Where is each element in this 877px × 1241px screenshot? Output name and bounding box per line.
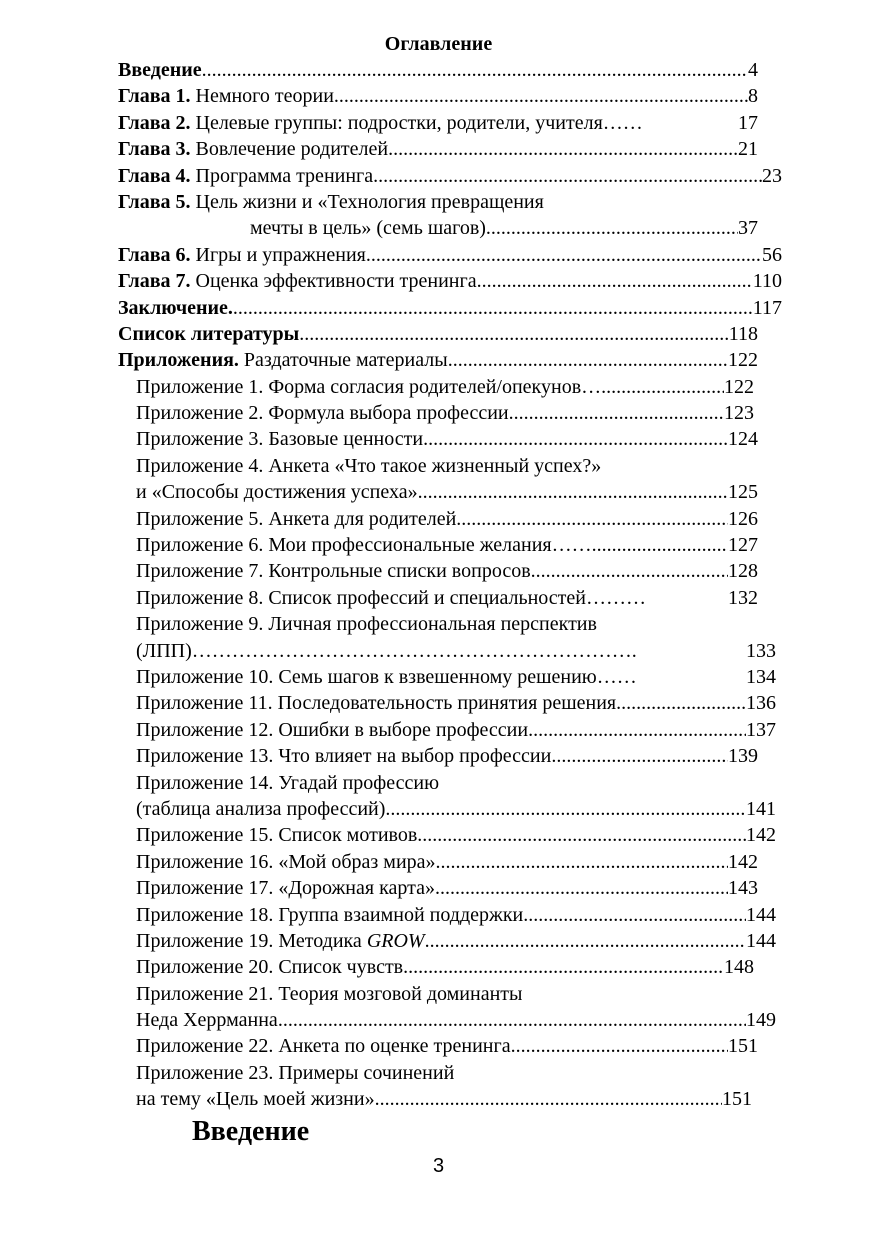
toc-page-number: 148	[724, 956, 754, 979]
toc-page-number: 117	[752, 296, 782, 319]
toc-entry	[118, 57, 758, 83]
leader-dots	[403, 954, 724, 980]
leader-dots	[456, 506, 728, 532]
toc-entry	[118, 242, 782, 268]
toc-page-number: 149	[746, 1009, 776, 1032]
toc-entry	[118, 928, 776, 954]
toc-entry	[118, 110, 758, 136]
leader-dots	[417, 822, 746, 848]
toc-entry-text: Приложение 22. Анкета по оценке тренинга	[136, 1035, 511, 1058]
leader-dots	[436, 849, 728, 875]
toc-page-number: 136	[746, 692, 776, 715]
toc-entry-text: Приложение 5. Анкета для родителей	[136, 507, 457, 530]
toc-entry	[118, 743, 758, 769]
toc-entry-label: Заключение.	[118, 296, 233, 319]
leader-dots	[592, 532, 728, 558]
toc-entry	[118, 506, 758, 532]
toc-entry-text: Приложение 4. Анкета «Что такое жизненный успех?»	[136, 454, 602, 477]
toc-entry	[118, 954, 754, 980]
leader-dots	[435, 875, 728, 901]
toc-page-number: 127	[728, 534, 758, 557]
toc-entry-label: Глава 5.	[118, 190, 191, 213]
toc-entry-label: Приложения.	[118, 349, 239, 372]
toc-entry	[118, 295, 782, 321]
page-number: 3	[432, 1155, 445, 1177]
toc-entry	[118, 690, 776, 716]
toc-entry	[118, 796, 776, 822]
toc-entry-text: Приложение 3. Базовые ценности	[136, 428, 424, 451]
toc-page-number: 21	[738, 138, 758, 161]
toc-entry-text: Приложение 14. Угадай профессию	[136, 771, 440, 794]
toc-entry	[118, 558, 758, 584]
toc-page-number: 141	[746, 797, 776, 820]
toc-page-number: 133	[746, 639, 776, 662]
leader-dots	[477, 268, 753, 294]
toc-entry-text: Немного теории	[190, 85, 334, 108]
leader-dots	[299, 321, 728, 347]
toc-entry-text: Приложение 6. Мои профессиональные желания……	[136, 534, 592, 557]
toc-entry-text: Приложение 13. Что влияет на выбор профессии	[136, 745, 552, 768]
toc-entry	[118, 189, 758, 215]
toc-entry-label: Список литературы	[118, 322, 300, 345]
toc-page-number: 151	[728, 1035, 758, 1058]
toc-entry-text: и «Способы достижения успеха»	[136, 481, 418, 504]
toc-entry	[118, 611, 754, 637]
leader-dots	[551, 743, 728, 769]
leader-dots	[366, 242, 762, 268]
leader-dots	[278, 1007, 746, 1033]
toc-entry	[118, 770, 754, 796]
toc-page-number: 122	[724, 375, 754, 398]
toc-entry-label: Глава 3.	[118, 138, 191, 161]
toc-entry-label: Введение	[118, 59, 202, 81]
toc-entry-text: (таблица анализа профессий)	[136, 797, 386, 820]
toc-entry	[118, 1060, 754, 1086]
toc-entry-label: Глава 1.	[118, 85, 191, 108]
toc-entry	[118, 321, 758, 347]
toc-entry	[118, 268, 782, 294]
toc-entry-text: Вовлечение родителей	[190, 138, 389, 161]
toc-page-number: 124	[728, 428, 758, 451]
toc-entry	[118, 717, 776, 743]
leader-dots	[509, 400, 724, 426]
leader-dots	[373, 163, 762, 189]
toc-entry	[118, 83, 758, 109]
leader-dots	[418, 479, 728, 505]
toc-entry-text: Приложение 8. Список профессий и специальностей………	[136, 586, 646, 609]
toc-page-number: 126	[728, 507, 758, 530]
toc-page-number: 110	[752, 270, 782, 293]
toc-page-number: 142	[746, 824, 776, 847]
toc-page-number: 56	[762, 243, 782, 266]
toc-entry-text: Приложение 16. «Мой образ мира»	[136, 850, 436, 873]
leader-dots	[388, 136, 738, 162]
toc-entry-text: Приложение 15. Список мотивов	[136, 824, 418, 847]
leader-dots	[486, 215, 738, 241]
leader-dots	[334, 83, 748, 109]
toc-page-number: 139	[728, 745, 758, 768]
toc-entry	[118, 400, 754, 426]
toc-entry-text: Приложение 23. Примеры сочинений	[136, 1061, 455, 1084]
toc-page-number: 125	[728, 481, 758, 504]
leader-dots	[531, 558, 728, 584]
toc-entry	[118, 902, 776, 928]
toc-page-number: 128	[728, 560, 758, 583]
toc-entry	[118, 664, 776, 690]
toc-entry	[118, 163, 782, 189]
toc-entry-text: Приложение 2. Формула выбора профессии	[136, 402, 509, 425]
leader-dots	[202, 57, 748, 83]
toc-entry-text: Цель жизни и «Технология превращения	[190, 190, 544, 213]
toc-entry-text: Неда Херрманна	[136, 1009, 278, 1032]
toc-entry	[118, 1007, 776, 1033]
toc-entry-text: Приложение 9. Личная профессиональная перспектив	[136, 613, 597, 636]
toc-entry	[118, 585, 758, 611]
toc-entry	[118, 1033, 758, 1059]
toc-page-number: 151	[722, 1088, 752, 1111]
leader-dots	[616, 690, 746, 716]
leader-dots	[385, 796, 746, 822]
toc-page-number: 123	[724, 402, 754, 425]
toc-entry-italic: GROW	[366, 929, 425, 952]
toc-entry-text: Приложение 7. Контрольные списки вопросов	[136, 560, 531, 583]
toc-entry	[118, 875, 758, 901]
toc-entry	[118, 981, 754, 1007]
toc-entry-label: Глава 6.	[118, 243, 191, 266]
leader-dots	[511, 1033, 728, 1059]
toc-entry-text: (ЛПП)………………………………………………………….	[136, 639, 637, 662]
leader-dots	[425, 928, 746, 954]
toc-entry	[118, 215, 758, 241]
toc-entry-text: Раздаточные материалы	[238, 349, 448, 372]
toc-entry-text: Программа тренинга	[190, 164, 374, 187]
toc-entry-text: Приложение 10. Семь шагов к взвешенному решению……	[136, 665, 637, 688]
toc-page-number: 132	[728, 586, 758, 609]
toc-page-number: 144	[746, 929, 776, 952]
toc-entry	[118, 347, 758, 373]
toc-entry-label: Глава 4.	[118, 164, 191, 187]
toc-page-number: 142	[728, 850, 758, 873]
toc-title: Оглавление	[384, 33, 493, 55]
leader-dots	[528, 717, 746, 743]
leader-dots	[523, 902, 746, 928]
leader-dots	[448, 347, 728, 373]
toc-entry-text: Приложение 18. Группа взаимной поддержки	[136, 903, 524, 926]
toc-entry-text: Приложение 21. Теория мозговой доминанты	[136, 982, 523, 1005]
toc-entry	[118, 374, 754, 400]
table-of-contents	[118, 57, 782, 1113]
toc-page-number: 122	[728, 349, 758, 372]
toc-entry-text: Приложение 20. Список чувств	[136, 956, 404, 979]
leader-dots	[423, 426, 728, 452]
toc-page-number: 143	[728, 877, 758, 900]
toc-entry-text: Приложение 11. Последовательность принятия решения	[136, 692, 617, 715]
toc-entry-text: Целевые группы: подростки, родители, учителя……	[190, 111, 643, 134]
section-heading: Введение	[192, 1116, 310, 1147]
toc-page-number: 8	[748, 85, 758, 108]
toc-entry-text: Оценка эффективности тренинга	[190, 270, 477, 293]
toc-entry-text: мечты в цель» (семь шагов)	[250, 217, 486, 240]
toc-entry-text: на тему «Цель моей жизни»	[136, 1088, 375, 1111]
toc-entry	[118, 1086, 752, 1112]
leader-dots	[233, 295, 753, 321]
toc-page-number: 4	[748, 59, 758, 81]
toc-page-number: 137	[746, 718, 776, 741]
toc-entry-text: Приложение 12. Ошибки в выборе профессии	[136, 718, 529, 741]
toc-entry	[118, 822, 776, 848]
toc-entry-label: Глава 2.	[118, 111, 191, 134]
toc-entry	[118, 479, 758, 505]
toc-entry	[118, 426, 758, 452]
toc-page-number: 144	[746, 903, 776, 926]
toc-entry	[118, 453, 754, 479]
leader-dots	[601, 374, 724, 400]
toc-entry-label: Глава 7.	[118, 270, 191, 293]
toc-page-number: 118	[728, 322, 758, 345]
toc-entry-text: Приложение 17. «Дорожная карта»	[136, 877, 435, 900]
toc-page-number: 134	[746, 665, 776, 688]
toc-entry-text: Приложение 1. Форма согласия родителей/опекунов…	[136, 375, 602, 398]
toc-entry-text: Игры и упражнения	[190, 243, 366, 266]
leader-dots	[375, 1086, 722, 1112]
toc-entry	[118, 638, 776, 664]
toc-page-number: 17	[738, 111, 758, 134]
toc-entry	[118, 136, 758, 162]
toc-entry-text: Приложение 19. Методика	[136, 929, 367, 952]
toc-entry	[118, 532, 758, 558]
toc-entry	[118, 849, 758, 875]
toc-page-number: 37	[738, 217, 758, 240]
toc-page-number: 23	[762, 164, 782, 187]
